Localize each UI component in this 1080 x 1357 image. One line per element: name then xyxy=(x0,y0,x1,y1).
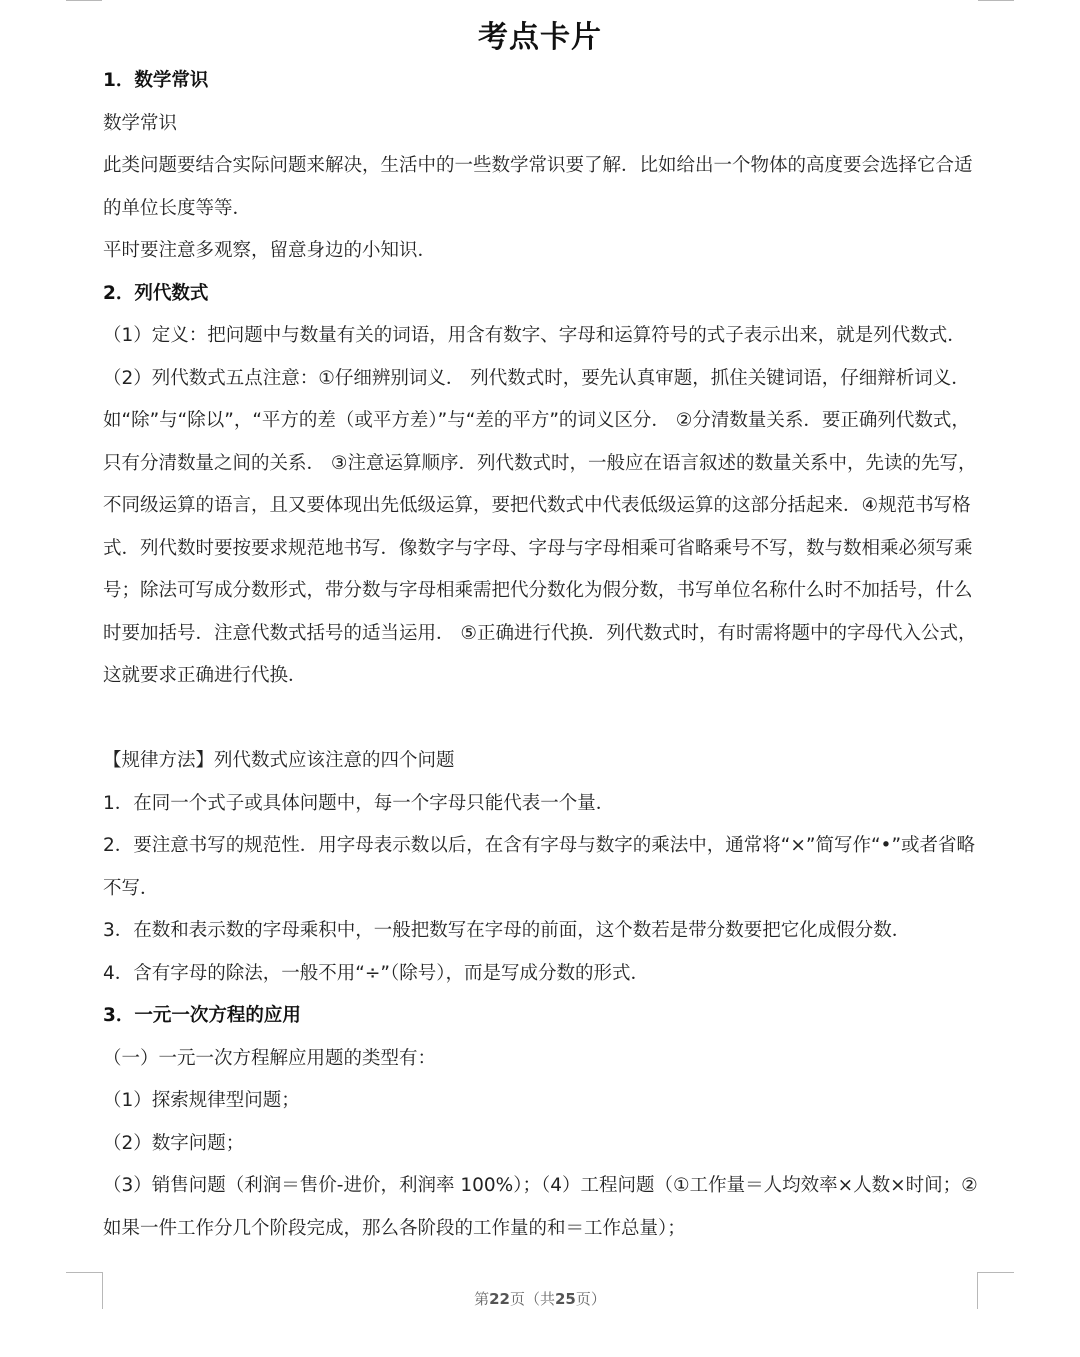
total-page-number: 25 xyxy=(555,1290,576,1308)
page-title: 考点卡片 xyxy=(478,20,602,55)
footer-suffix: 页） xyxy=(575,1290,606,1308)
section-3-paragraph: （2）数字问题； xyxy=(103,1132,245,1154)
section-1-subheading: 数学常识 xyxy=(103,112,178,134)
method-title: 【规律方法】列代数式应该注意的四个问题 xyxy=(103,750,455,771)
section-1-paragraph: 此类问题要结合实际问题来解决，生活中的一些数学常识要了解．比如给出一个物体的高度要会选择它合适的单位长度等等． xyxy=(103,155,973,219)
page-number-footer xyxy=(0,1288,1080,1309)
blank-line xyxy=(103,698,983,741)
current-page-number: 22 xyxy=(489,1290,510,1308)
section-3-paragraph: （一）一元一次方程解应用题的类型有： xyxy=(103,1047,437,1069)
method-item: 1．在同一个式子或具体问题中，每一个字母只能代表一个量． xyxy=(103,792,615,814)
section-3-heading: 3．一元一次方程的应用 xyxy=(103,1005,301,1026)
section-3-paragraph: （3）销售问题（利润＝售价-进价，利润率 100%）；（4）工程问题（①工作量＝人均效率×人数×时间；②如果一件工作分几个阶段完成，那么各阶段的工作量的和＝工作总量）； xyxy=(103,1175,978,1239)
section-2-paragraph: （1）定义：把问题中与数量有关的词语，用含有数字、字母和运算符号的式子表示出来，就是列代数式． xyxy=(103,325,966,346)
section-3-paragraph: （1）探索规律型问题； xyxy=(103,1090,300,1111)
method-item: 4．含有字母的除法，一般不用“÷”（除号），而是写成分数的形式． xyxy=(103,962,649,984)
section-1-paragraph: 平时要注意多观察，留意身边的小知识． xyxy=(103,240,437,261)
section-2-heading: 2．列代数式 xyxy=(103,282,209,304)
footer-middle: 页（共 xyxy=(509,1290,555,1308)
crop-mark-top-left xyxy=(66,0,102,2)
document-body xyxy=(103,60,983,1250)
footer-prefix: 第 xyxy=(474,1290,490,1308)
crop-mark-top-right xyxy=(978,0,1014,2)
method-item: 2．要注意书写的规范性．用字母表示数以后，在含有字母与数字的乘法中，通常将“×”简写作“•”或者省略不写． xyxy=(103,835,976,899)
section-2-paragraph: （2）列代数式五点注意：①仔细辨别词义． 列代数式时，要先认真审题，抓住关键词语，仔细辩析词义．如“除”与“除以”，“平方的差（或平方差）”与“差的平方”的词义区分． ②分清数量关系．要正确列代数式，只有分清数量之间的关系． ③注意运算顺序．列代数式时，一般应在语言叙述的数量关系中，先读的先写，不同级运算的语言，且又要体现出先低级运算，要把代数式中代表低级运算的这部分括起来．④规范书写格式．列代数时要按要求规范地书写．像数字与字母、字母与字母相乘可省略乘号不写，数与数相乘必须写乘号；除法可写成分数形式，带分数与字母相乘需把代分数化为假分数，书写单位名称什么时不加括号，什么时要加括号．注意代数式括号的适当运用． ⑤正确进行代换．列代数式时，有时需将题中的字母代入公式，这就要求正确进行代换． xyxy=(103,367,977,686)
method-item: 3．在数和表示数的字母乘积中，一般把数写在字母的前面，这个数若是带分数要把它化成假分数． xyxy=(103,920,911,941)
section-1-heading: 1．数学常识 xyxy=(103,70,209,91)
